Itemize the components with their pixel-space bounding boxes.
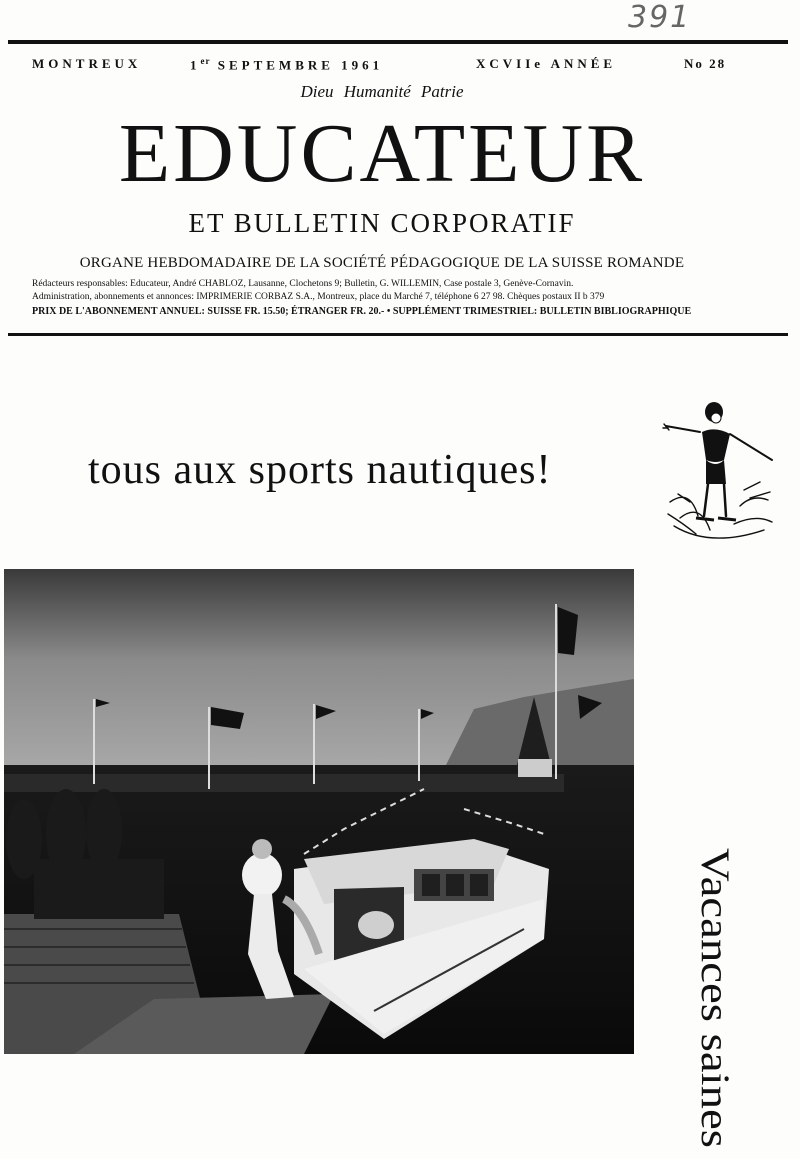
masthead-title: EDUCATEUR (118, 107, 646, 200)
vertical-slogan (668, 844, 738, 1156)
prices-line: PRIX DE L'ABONNEMENT ANNUEL: SUISSE FR. 15.50; ÉTRANGER FR. 20.- • SUPPLÉMENT TRIMESTRIEL: BULLETIN BIBLIOGRAPHIQUE (32, 306, 692, 317)
editors-line: Rédacteurs responsables: Educateur, André CHABLOZ, Lausanne, Clochetons 9; Bulletin, G. WILLEMIN, Case postale 3, Genève-Cornavin. (32, 279, 574, 289)
issue-day-suffix: er (200, 56, 211, 66)
organ-line: ORGANE HEBDOMADAIRE DE LA SOCIÉTÉ PÉDAGOGIQUE DE LA SUISSE ROMANDE (79, 255, 685, 271)
motorboat-at-pier-photo (4, 569, 634, 1054)
issue-number: No 28 (684, 56, 727, 71)
masthead-subtitle: ET BULLETIN CORPORATIF (188, 208, 576, 238)
issue-place: MONTREUX (32, 56, 142, 71)
headline: tous aux sports nautiques! (88, 447, 552, 493)
water-skier-illustration (660, 398, 776, 544)
top-rule (8, 40, 788, 44)
handwritten-mark: 391 (628, 0, 692, 35)
issue-volume: XCVIIe ANNÉE (476, 56, 617, 71)
administration-line: Administration, abonnements et annonces: IMPRIMERIE CORBAZ S.A., Montreux, place du Marché 7, téléphone 6 27 98. Chèques postaux II b 379 (32, 292, 605, 302)
vertical-slogan-text: Vacances saines (693, 848, 738, 1105)
issue-day: 1 (190, 57, 201, 73)
issue-month-year: SEPTEMBRE 1961 (217, 57, 384, 73)
issue-date (190, 56, 383, 73)
bottom-rule (8, 333, 788, 336)
motto: Dieu Humanité Patrie (300, 82, 464, 101)
